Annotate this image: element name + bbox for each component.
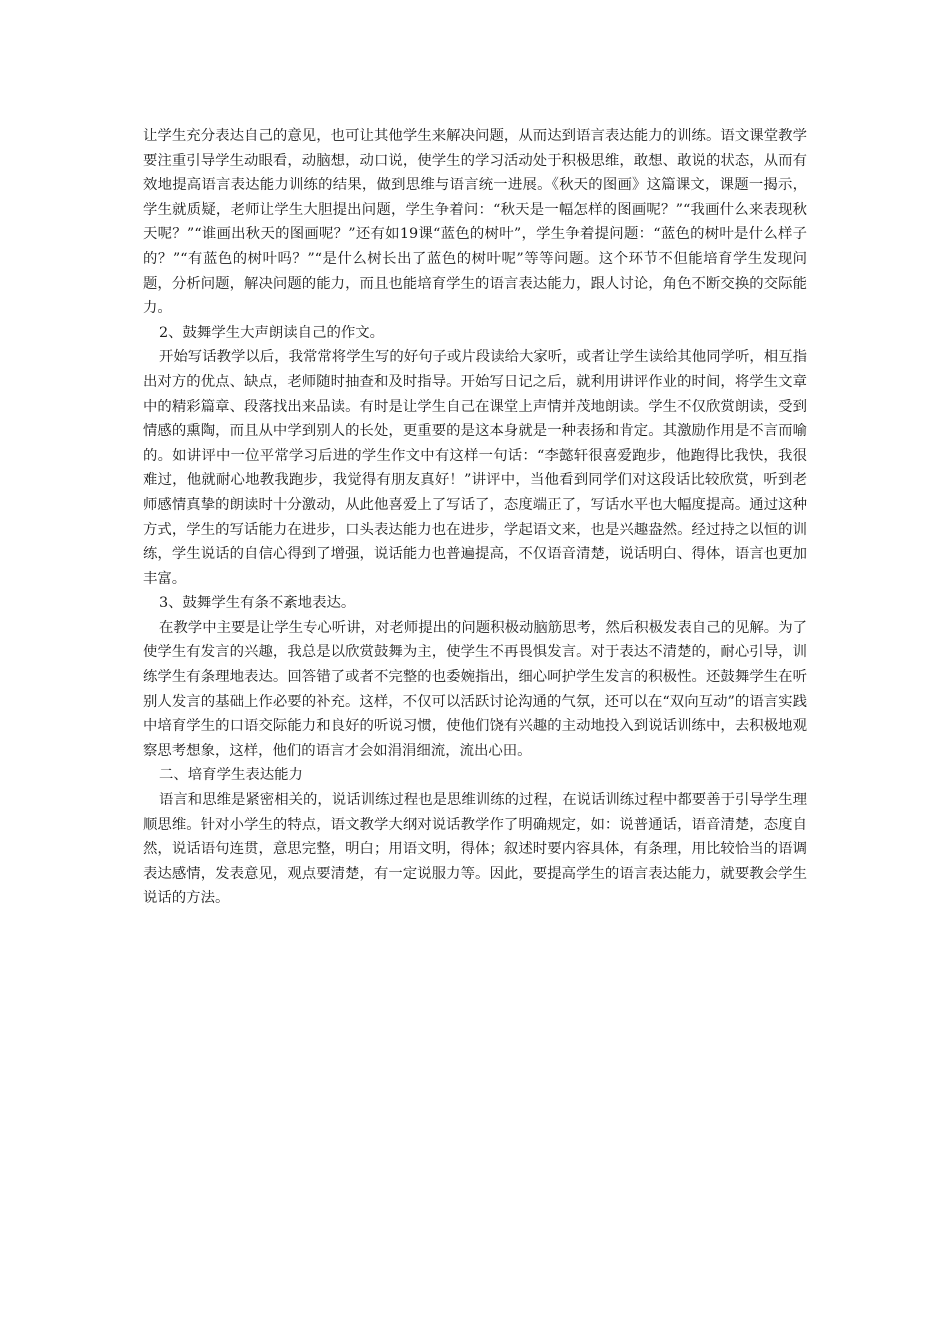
paragraph-language-thinking: 语言和思维是紧密相关的，说话训练过程也是思维训练的过程，在说话训练过程中都要善于引导学生理顺思维。针对小学生的特点，语文教学大纲对说话教学作了明确规定，如：说普通话，语音清楚，态度自然，说话语句连贯，意思完整，明白；用语文明，得体；叙述时要内容具体，有条理，用比较恰当的语调表达感情，发表意见，观点要清楚，有一定说服力等。因此，要提高学生的语言表达能力，就要教会学生说话的方法。	[143, 792, 807, 907]
heading-orderly-expression: 3、鼓舞学生有条不紊地表达。	[159, 595, 356, 612]
paragraph-intro: 让学生充分表达自己的意见，也可让其他学生来解决问题，从而达到语言表达能力的训练。语文课堂教学要注重引导学生动眼看，动脑想，动口说，使学生的学习活动处于积极思维，敢想、敢说的状态，从而有效地提高语言表达能力训练的结果，做到思维与语言统一进展。《秋天的图画》这篇课文，课题一揭示，学生就质疑，老师让学生大胆提出问题，学生争着问：“秋天是一幅怎样的图画呢？”“我画什么来表现秋天呢？”“谁画出秋天的图画呢？”还有如19课“蓝色的树叶”，学生争着提问题：“蓝色的树叶是什么样子的？”“有蓝色的树叶吗？”“是什么树长出了蓝色的树叶呢”等等问题。这个环节不但能培育学生发现问题，分析问题，解决问题的能力，而且也能培育学生的语言表达能力，跟人讨论，角色不断交换的交际能力。	[143, 128, 807, 317]
heading-read-aloud: 2、鼓舞学生大声朗读自己的作文。	[159, 324, 385, 341]
document-body	[143, 124, 807, 911]
paragraph-read-aloud: 开始写话教学以后，我常常将学生写的好句子或片段读给大家听，或者让学生读给其他同学听，相互指出对方的优点、缺点，老师随时抽查和及时指导。开始写日记之后，就利用讲评作业的时间，将学生文章中的精彩篇章、段落找出来品读。有时是让学生自己在课堂上声情并茂地朗读。学生不仅欣赏朗读，受到情感的熏陶，而且从中学到别人的长处，更重要的是这本身就是一种表扬和肯定。其激励作用是不言而喻的。如讲评中一位平常学习后进的学生作文中有这样一句话：“李懿轩很喜爱跑步，他跑得比我快，我很难过，他就耐心地教我跑步，我觉得有朋友真好！”讲评中，当他看到同学们对这段话比较欣赏，听到老师感情真挚的朗读时十分激动，从此他喜爱上了写话了，态度端正了，写话水平也大幅度提高。通过这种方式，学生的写话能力在进步，口头表达能力也在进步，学起语文来，也是兴趣盎然。经过持之以恒的训练，学生说话的自信心得到了增强，说话能力也普遍提高，不仅语音清楚，说话明白、得体，语言也更加丰富。	[143, 349, 807, 587]
section-heading-expression-ability: 二、培育学生表达能力	[159, 767, 303, 784]
paragraph-orderly-expression: 在教学中主要是让学生专心听讲，对老师提出的问题积极动脑筋思考，然后积极发表自己的见解。为了使学生有发言的兴趣，我总是以欣赏鼓舞为主，使学生不再畏惧发言。对于表达不清楚的，耐心引导，训练学生有条理地表达。回答错了或者不完整的也委婉指出，细心呵护学生发言的积极性。还鼓舞学生在听别人发言的基础上作必要的补充。这样，不仅可以活跃讨论沟通的气氛，还可以在“双向互动”的语言实践中培育学生的口语交际能力和良好的听说习惯，使他们饶有兴趣的主动地投入到说话训练中，去积极地观察思考想象，这样，他们的语言才会如涓涓细流，流出心田。	[143, 619, 807, 759]
